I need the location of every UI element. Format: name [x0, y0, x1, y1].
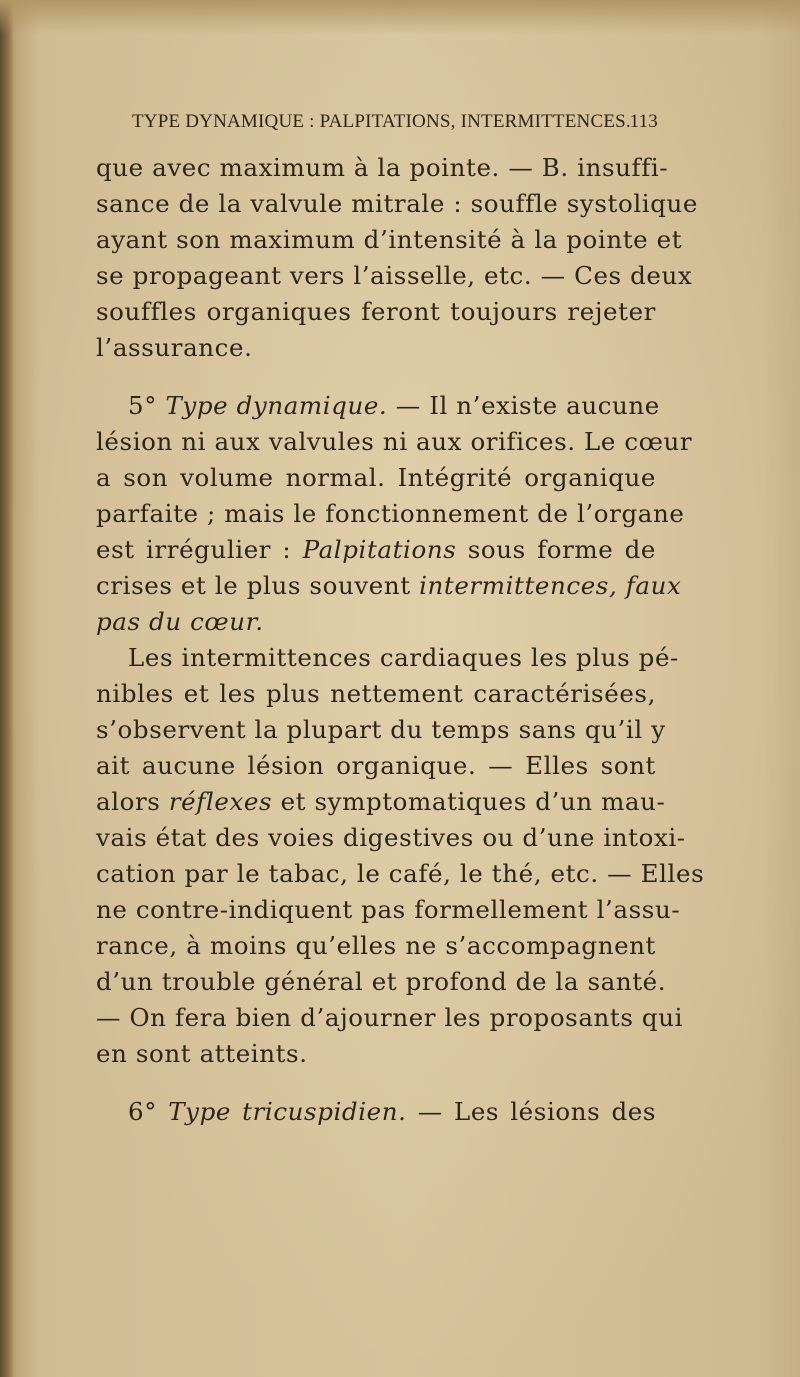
- text-line: souffles organiques feront toujours rejeter: [96, 297, 656, 326]
- text-line: 6° Type tricuspidien. — Les lésions des: [128, 1097, 657, 1126]
- text-line: ait aucune lésion organique. — Elles sont: [96, 751, 656, 780]
- text-line: a son volume normal. Intégrité organique: [96, 463, 656, 492]
- text-line: ne contre-indiquent pas formellement l’assu-: [96, 895, 681, 924]
- text-line: vais état des voies digestives ou d’une intoxi-: [96, 823, 686, 852]
- running-title: TYPE DYNAMIQUE : PALPITATIONS, INTERMITTENCES.: [132, 111, 631, 132]
- section-number: 5°: [128, 391, 158, 420]
- text-line: parfaite ; mais le fonctionnement de l’organe: [96, 499, 685, 528]
- text-line: 5° Type dynamique. — Il n’existe aucune: [128, 391, 660, 420]
- text-line: ayant son maximum d’intensité à la pointe et: [96, 225, 683, 254]
- text-line: nibles et les plus nettement caractérisées,: [96, 679, 656, 708]
- text-line: en sont atteints.: [96, 1039, 308, 1068]
- text-line: — On fera bien d’ajourner les proposants qui: [96, 1003, 684, 1032]
- text-line: se propageant vers l’aisselle, etc. — Ces deux: [96, 261, 693, 290]
- page-number: 113: [629, 111, 658, 132]
- text-line: crises et le plus souvent intermittences, faux: [96, 571, 682, 600]
- text-line: cation par le tabac, le café, le thé, etc. — Elles: [96, 859, 705, 888]
- section-number: 6°: [128, 1097, 158, 1126]
- text-line: l’assurance.: [96, 333, 253, 362]
- section-title: Type tricuspidien.: [168, 1097, 407, 1126]
- paragraph-gap: [96, 1072, 656, 1094]
- text-line: que avec maximum à la pointe. — B. insuffi-: [96, 153, 669, 182]
- section-title: Type dynamique.: [165, 391, 388, 420]
- text-line: pas du cœur.: [96, 607, 264, 636]
- text-line: s’observent la plupart du temps sans qu’il y: [96, 715, 666, 744]
- text-line: Les intermittences cardiaques les plus pé-: [128, 643, 679, 672]
- running-header: [132, 111, 658, 139]
- text-line: sance de la valvule mitrale : souffle systolique: [96, 189, 698, 218]
- text-line: lésion ni aux valvules ni aux orifices. Le cœur: [96, 427, 693, 456]
- page-top-edge: [0, 0, 800, 34]
- text-line: alors réflexes et symptomatiques d’un mau-: [96, 787, 666, 816]
- text-line: d’un trouble général et profond de la santé.: [96, 967, 667, 996]
- body-text: [96, 150, 705, 1130]
- text-line: est irrégulier : Palpitations sous forme de: [96, 535, 657, 564]
- page-spine-shadow: [0, 0, 14, 1377]
- paragraph-gap: [96, 366, 656, 388]
- text-line: rance, à moins qu’elles ne s’accompagnent: [96, 931, 656, 960]
